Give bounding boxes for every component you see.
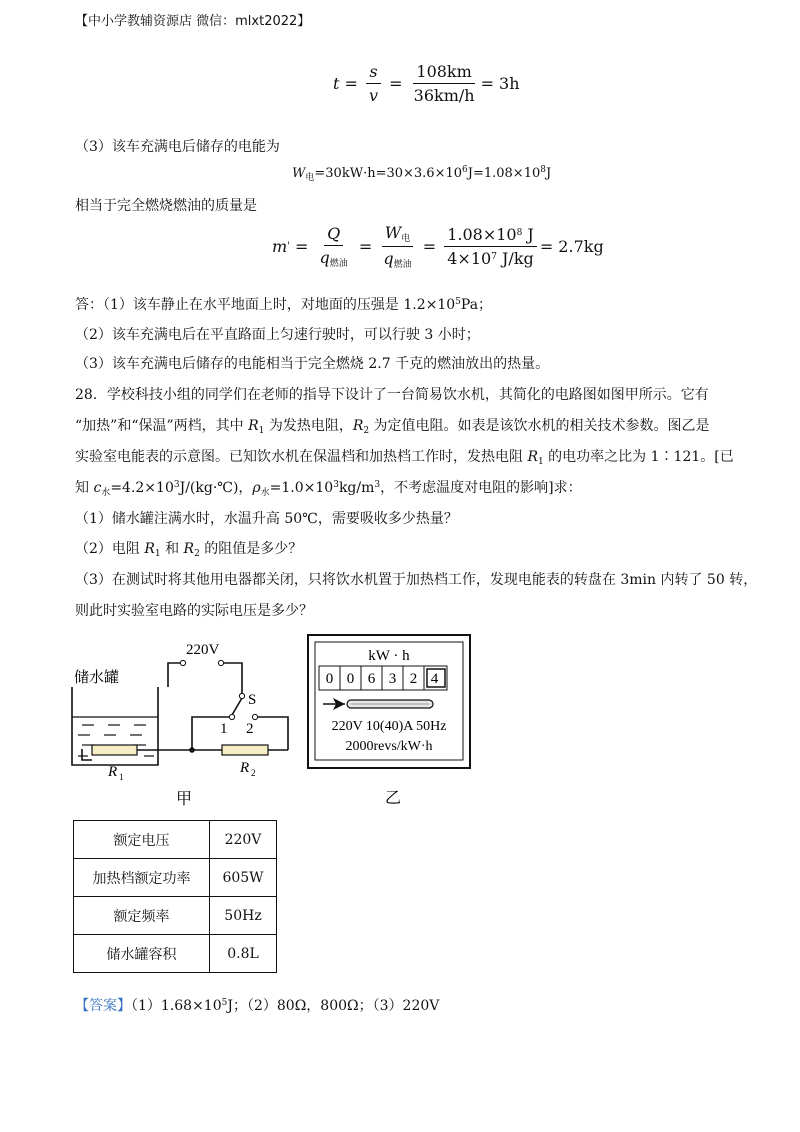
table-row: [74, 821, 277, 859]
wire: [82, 749, 92, 760]
caption-yi: 乙: [384, 790, 402, 807]
eq-var: W: [384, 223, 402, 242]
q-text: 的电功率之比为 1∶121。[已: [543, 449, 734, 465]
junction-dot: [189, 747, 195, 753]
contact-1-label: 1: [220, 721, 228, 737]
subscript: 燃油: [329, 259, 348, 269]
final-answer: [75, 995, 439, 1015]
meter-digit: 3: [388, 671, 397, 687]
numerator: 108km: [413, 62, 474, 84]
mass-intro: 相当于完全燃烧燃油的质量是: [75, 198, 257, 214]
q-text: 的阻值是多少？: [199, 541, 303, 557]
eq-var: m: [272, 237, 288, 256]
q28-sub-3-cont: 则此时实验室电路的实际电压是多少？: [75, 603, 313, 619]
eq-result: = 2.7kg: [539, 237, 604, 256]
numerator: [382, 223, 413, 247]
param-name: 加热档额定功率: [74, 859, 210, 897]
equation-time: t = $\frac{s}{v}$ = $\frac{108km}{36km/h}$ = 3h: [333, 62, 520, 105]
equation-mass: m ' = $\frac{Q}{q_{燃油}}$ = $\frac{W_电}{q_{燃油}}$ = $\frac{1.08\times 10^8 J}{4\times 10^7 J/kg}$ = 2.7kg: [272, 223, 604, 270]
superscript: 7: [491, 252, 497, 262]
fraction: [380, 223, 414, 270]
subscript: 2: [194, 549, 200, 559]
denominator: [444, 247, 537, 268]
voltage-label: 220V: [186, 642, 220, 658]
eq-var: t: [333, 74, 340, 93]
denominator: 36km/h: [413, 86, 475, 105]
answer-line-3: （3）该车充满电后储存的电能相当于完全燃烧 2.7 千克的燃油放出的热量。: [75, 356, 550, 372]
eq-var: W: [292, 166, 306, 181]
denominator: v: [369, 86, 379, 105]
superscript: 5: [455, 297, 461, 307]
answer-tag: 【答案】: [75, 998, 131, 1014]
r1-label: R: [108, 764, 118, 780]
eq-text: 1.08×10: [447, 225, 517, 244]
meter-digit: 0: [346, 671, 355, 687]
q-text: =4.2×10: [110, 480, 174, 496]
numerator: [444, 225, 537, 247]
r1-subscript: 1: [119, 772, 124, 782]
param-value: 605W: [210, 859, 277, 897]
caption-jia: 甲: [176, 791, 193, 808]
q-text: 和: [160, 541, 184, 557]
circuit-diagram: [60, 635, 310, 810]
meter-digit: 0: [325, 671, 334, 687]
meter-spec-1: 220V 10(40)A 50Hz: [331, 719, 447, 734]
fraction: [444, 225, 537, 268]
q28-line-3: [75, 446, 734, 467]
q-text: （2）电阻: [75, 541, 145, 557]
table-row: [74, 897, 277, 935]
answer-text: （1）1.68×10: [131, 998, 222, 1014]
answer-text: J；（2）80Ω，800Ω；（3）220V: [227, 998, 440, 1014]
numerator: s: [366, 62, 380, 84]
contact-2: [252, 714, 257, 719]
var-r: R: [144, 541, 155, 557]
q-text: 为定值电阻。如表是该饮水机的相关技术参数。图乙是: [369, 418, 710, 434]
part3-intro: （3）该车充满电后储存的电能为: [75, 139, 280, 155]
eq-text: =30kW·h=30×3.6×10: [314, 166, 463, 181]
q-text: 知: [75, 480, 94, 496]
param-name: 额定电压: [74, 821, 210, 859]
resistor-r2: [222, 745, 268, 755]
eq-text: J: [545, 166, 552, 181]
q28-line-4: [75, 477, 582, 498]
eq-var: q: [383, 249, 394, 268]
superscript: 5: [221, 998, 228, 1008]
denominator: [317, 246, 351, 269]
meter-unit: kW · h: [368, 648, 410, 664]
q28-sub-1: （1）储水罐注满水时，水温升高 50℃，需要吸收多少热量？: [75, 511, 458, 527]
superscript: 8: [540, 165, 546, 175]
answer-text: 答：（1）该车静止在水平地面上时，对地面的压强是 1.2×10: [75, 297, 456, 313]
superscript: 3: [333, 480, 339, 490]
tank-label: 储水罐: [74, 670, 120, 686]
fraction: [366, 62, 381, 105]
answer-line-2: （2）该车充满电后在平直路面上匀速行驶时，可以行驶 3 小时；: [75, 327, 480, 343]
eq-var: q: [319, 248, 330, 267]
eq-text: J/kg: [496, 249, 534, 268]
terminal: [218, 660, 223, 665]
param-name: 储水罐容积: [74, 935, 210, 973]
superscript: 6: [462, 165, 468, 175]
r2-label: R: [240, 760, 250, 776]
spec-table: [73, 820, 277, 973]
eq-text: 4×10: [447, 249, 492, 268]
subscript: 1: [258, 426, 265, 436]
eq-text: J: [522, 225, 534, 244]
q-text: 为发热电阻，: [264, 418, 353, 434]
subscript: 电: [305, 173, 315, 183]
wire: [168, 663, 181, 687]
q28-line-1: 28．学校科技小组的同学们在老师的指导下设计了一台简易饮水机，其简化的电路图如图甲所示。它有: [75, 387, 709, 403]
page-header: 【中小学教辅资源店 微信：mlxt2022】: [75, 14, 311, 29]
param-value: 220V: [210, 821, 277, 859]
eq-text: J=1.08×10: [467, 166, 541, 181]
q-text: J/(kg·℃)，: [179, 480, 253, 496]
energy-meter: [305, 632, 475, 810]
switch-blade: [232, 698, 242, 715]
subscript: 2: [363, 426, 370, 436]
param-value: 50Hz: [210, 897, 277, 935]
contact-2-label: 2: [246, 721, 254, 737]
table-row: [74, 859, 277, 897]
var-rho: ρ: [252, 480, 261, 496]
fraction: [411, 62, 478, 105]
equation-energy: [292, 165, 551, 183]
wire: [223, 663, 242, 693]
meter-spec-2: 2000revs/kW·h: [345, 739, 433, 754]
q28-line-2: [75, 415, 710, 436]
subscript: 燃油: [393, 260, 412, 270]
meter-digit: 4: [430, 671, 439, 687]
var-r: R: [527, 449, 538, 465]
answer-line-1: [75, 294, 492, 314]
q28-sub-2: [75, 538, 302, 559]
q-text: =1.0×10: [269, 480, 334, 496]
superscript: 3: [374, 480, 381, 490]
var-r: R: [352, 418, 364, 434]
table-row: [74, 935, 277, 973]
var-c: c: [93, 480, 102, 496]
q-text: “加热”和“保温”两档，其中: [75, 418, 249, 434]
meter-digit: 6: [367, 671, 376, 687]
q-text: 实验室电能表的示意图。已知饮水机在保温档和加热档工作时，发热电阻: [75, 449, 528, 465]
var-r: R: [183, 541, 195, 557]
var-r: R: [248, 418, 259, 434]
q28-sub-3: （3）在测试时将其他用电器都关闭，只将饮水机置于加热档工作，发现电能表的转盘在 3min 内转了 50 转，: [75, 572, 758, 588]
meter-digit: 2: [409, 671, 418, 687]
param-value: 0.8L: [210, 935, 277, 973]
switch-label: S: [248, 692, 257, 708]
resistor-r1: [92, 745, 137, 755]
superscript: 8: [516, 228, 523, 238]
eq-result: = 3h: [480, 74, 520, 93]
answer-text: Pa；: [460, 297, 493, 313]
fraction: [317, 224, 351, 269]
switch-pivot: [239, 693, 244, 698]
subscript: 电: [401, 234, 411, 244]
subscript: 1: [538, 457, 544, 467]
q-text: kg/m: [338, 480, 375, 496]
denominator: [380, 247, 414, 270]
q-text: ，不考虑温度对电阻的影响]求：: [380, 480, 582, 496]
param-name: 额定频率: [74, 897, 210, 935]
r2-subscript: 2: [251, 768, 256, 778]
subscript: 水: [260, 488, 270, 498]
superscript: 3: [173, 480, 180, 490]
subscript: 水: [101, 488, 111, 498]
numerator: Q: [324, 224, 343, 246]
terminal: [180, 660, 185, 665]
contact-1: [229, 714, 234, 719]
subscript: 1: [154, 549, 161, 559]
